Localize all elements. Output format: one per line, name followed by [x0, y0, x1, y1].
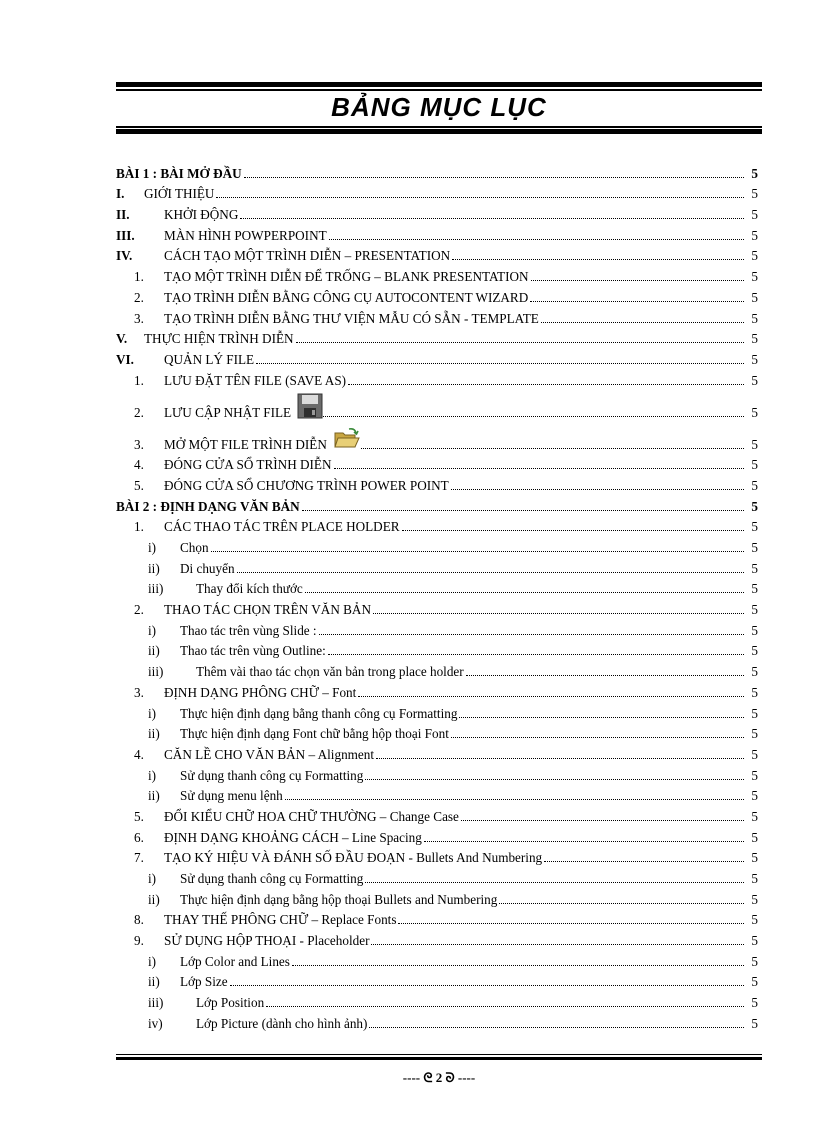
toc-entry-number: ii) [148, 726, 160, 742]
toc-entry[interactable] [116, 164, 762, 185]
toc-entry[interactable] [116, 787, 762, 808]
toc-entry[interactable] [116, 662, 762, 683]
toc-entry-number: i) [148, 767, 157, 783]
toc-entry-label: ĐÓNG CỬA SỔ TRÌNH DIỄN [164, 457, 332, 473]
toc-entry[interactable] [116, 226, 762, 247]
page-footer: ---- ᘓ 2 ᘐ ---- [402, 1070, 476, 1085]
toc-entry-page-number: 5 [751, 372, 758, 388]
toc-entry-page-number: 5 [751, 289, 758, 305]
toc-leader-dots [459, 717, 744, 718]
toc-entry-number: 1. [134, 519, 144, 535]
toc-entry-page-number: 5 [751, 850, 758, 866]
toc-entry[interactable] [116, 518, 762, 539]
toc-entry-page-number: 5 [751, 560, 758, 576]
toc-entry-label: Sử dụng thanh công cụ Formatting [180, 871, 364, 886]
toc-entry[interactable] [116, 424, 762, 456]
table-of-contents [116, 164, 762, 1035]
toc-leader-dots [323, 416, 744, 417]
toc-entry-label: THỰC HIỆN TRÌNH DIỄN [144, 331, 294, 347]
toc-leader-dots [319, 634, 744, 635]
toc-entry-page-number: 5 [751, 436, 758, 452]
toc-leader-dots [328, 654, 744, 655]
toc-entry-page-number: 5 [751, 310, 758, 326]
toc-entry[interactable] [116, 330, 762, 351]
toc-entry[interactable] [116, 828, 762, 849]
toc-entry-number: i) [148, 953, 157, 969]
toc-entry-page-number: 5 [751, 165, 758, 181]
toc-entry-number: 8. [134, 912, 144, 928]
toc-leader-dots [230, 985, 744, 986]
toc-entry[interactable] [116, 456, 762, 477]
toc-entry-label: Thực hiện định dạng bằng thanh công cụ Formatting [180, 705, 458, 721]
toc-entry[interactable] [116, 247, 762, 268]
toc-entry[interactable] [116, 559, 762, 580]
toc-entry[interactable] [116, 205, 762, 226]
toc-leader-dots [452, 259, 744, 260]
toc-entry-page-number: 5 [751, 269, 758, 285]
toc-entry[interactable] [116, 766, 762, 787]
toc-entry[interactable] [116, 642, 762, 663]
toc-entry-number: III. [116, 227, 135, 243]
toc-entry[interactable] [116, 371, 762, 392]
toc-entry-label: Thực hiện định dạng Font chữ bằng hộp thoại Font [180, 726, 449, 742]
toc-entry[interactable] [116, 1014, 762, 1035]
toc-leader-dots [365, 779, 744, 780]
toc-entry-page-number: 5 [751, 808, 758, 824]
toc-entry-number: 3. [134, 684, 144, 700]
toc-entry-page-number: 5 [751, 995, 758, 1011]
toc-entry[interactable] [116, 621, 762, 642]
toc-entry-page-number: 5 [751, 457, 758, 473]
toc-leader-dots [240, 218, 744, 219]
toc-entry-number: VI. [116, 351, 134, 367]
toc-entry-label: Lớp Position [196, 995, 265, 1011]
toc-leader-dots [371, 944, 744, 945]
toc-entry-number: V. [116, 331, 128, 347]
toc-entry-label: CÁCH TẠO MỘT TRÌNH DIỄN – PRESENTATION [164, 248, 451, 264]
open-folder-icon [333, 427, 361, 455]
toc-entry[interactable] [116, 350, 762, 371]
page-title: BẢNG MỤC LỤC [331, 92, 547, 122]
toc-entry-number: 3. [134, 310, 144, 326]
toc-leader-dots [499, 903, 744, 904]
toc-entry-label: Sử dụng thanh công cụ Formatting [180, 767, 364, 783]
toc-entry-page-number: 5 [751, 207, 758, 223]
header-rule-bottom-thin [116, 126, 762, 128]
toc-entry-number: ii) [148, 974, 160, 990]
toc-entry-label: MÀN HÌNH POWPERPOINT [164, 227, 327, 243]
toc-entry-label: TẠO TRÌNH DIỄN BẰNG THƯ VIỆN MẪU CÓ SẴN - TEMPLATE [164, 310, 539, 326]
toc-entry-label: Lớp Picture (dành cho hình ảnh) [196, 1015, 368, 1031]
toc-entry-label: ĐỊNH DẠNG KHOẢNG CÁCH – Line Spacing [164, 829, 422, 845]
toc-leader-dots [256, 363, 744, 364]
toc-leader-dots [358, 696, 744, 697]
toc-entry-page-number: 5 [751, 1015, 758, 1031]
toc-entry[interactable] [116, 185, 762, 206]
toc-entry[interactable] [116, 993, 762, 1014]
toc-entry-page-number: 5 [751, 540, 758, 555]
toc-entry-label: GIỚI THIỆU [144, 186, 215, 202]
toc-entry-page-number: 5 [751, 871, 758, 886]
toc-entry-number: iv) [148, 1015, 163, 1031]
toc-entry-label: KHỞI ĐỘNG [164, 207, 239, 223]
toc-entry-label: BÀI 2 : ĐỊNH DẠNG VĂN BẢN [116, 498, 300, 514]
toc-entry-number: ii) [148, 560, 160, 576]
toc-entry[interactable] [116, 309, 762, 330]
toc-entry-page-number: 5 [751, 767, 758, 783]
toc-entry-label: Thao tác trên vùng Outline: [180, 643, 326, 659]
toc-entry-page-number: 5 [751, 351, 758, 367]
toc-leader-dots [461, 820, 744, 821]
toc-entry-label: ĐỊNH DẠNG PHÔNG CHỮ – Font [164, 684, 357, 700]
toc-entry-label: Thay đổi kích thước [196, 581, 303, 597]
toc-entry-label: MỞ MỘT FILE TRÌNH DIỄN [164, 436, 327, 452]
toc-leader-dots [531, 280, 744, 281]
toc-leader-dots [365, 882, 744, 883]
toc-entry-page-number: 5 [751, 602, 758, 618]
toc-entry-label: CÁC THAO TÁC TRÊN PLACE HOLDER [164, 519, 400, 535]
toc-entry-page-number: 5 [751, 705, 758, 721]
toc-entry-number: iii) [148, 581, 164, 597]
toc-leader-dots [237, 572, 744, 573]
toc-entry-page-number: 5 [751, 519, 758, 535]
toc-entry-number: 1. [134, 269, 144, 285]
toc-entry-number: 4. [134, 746, 144, 762]
toc-entry-number: 2. [134, 404, 144, 420]
toc-entry-page-number: 5 [751, 933, 758, 949]
toc-entry-label: ĐỔI KIỂU CHỮ HOA CHỮ THƯỜNG – Change Case [164, 808, 459, 824]
header-rule-bottom-thick [116, 129, 762, 134]
toc-entry[interactable] [116, 392, 762, 424]
toc-leader-dots [373, 613, 744, 614]
toc-entry-page-number: 5 [751, 746, 758, 762]
toc-leader-dots [361, 448, 744, 449]
toc-leader-dots [292, 965, 744, 966]
toc-entry-page-number: 5 [751, 186, 758, 202]
toc-entry-page-number: 5 [751, 891, 758, 907]
toc-entry-number: i) [148, 540, 157, 555]
toc-leader-dots [348, 384, 744, 385]
toc-entry-label: THAY THẾ PHÔNG CHỮ – Replace Fonts [164, 912, 397, 928]
toc-entry-label: Lớp Size [180, 974, 228, 990]
toc-leader-dots [211, 551, 744, 552]
toc-entry-page-number: 5 [751, 974, 758, 990]
toc-entry-label: BÀI 1 : BÀI MỞ ĐẦU [116, 165, 242, 181]
toc-leader-dots [369, 1027, 744, 1028]
toc-leader-dots [541, 322, 744, 323]
toc-leader-dots [302, 510, 744, 511]
toc-leader-dots [376, 758, 744, 759]
toc-leader-dots [544, 861, 744, 862]
toc-entry-number: 2. [134, 602, 144, 618]
toc-entry-number: ii) [148, 891, 160, 907]
toc-entry-number: i) [148, 705, 157, 721]
toc-entry-label: Sử dụng menu lệnh [180, 788, 283, 804]
toc-entry-label: Thêm vài thao tác chọn văn bản trong place holder [196, 664, 464, 680]
toc-leader-dots [266, 1006, 744, 1007]
toc-entry-number: 4. [134, 457, 144, 473]
toc-entry-page-number: 5 [751, 684, 758, 700]
toc-leader-dots [530, 301, 744, 302]
toc-entry[interactable] [116, 497, 762, 518]
toc-entry-label: THAO TÁC CHỌN TRÊN VĂN BẢN [164, 602, 371, 618]
toc-entry-number: 6. [134, 829, 144, 845]
toc-entry-label: Chọn [180, 540, 209, 555]
toc-entry-number: iii) [148, 664, 164, 680]
toc-entry-page-number: 5 [751, 581, 758, 597]
header-rule-top-thick [116, 82, 762, 87]
toc-entry[interactable] [116, 807, 762, 828]
toc-entry-page-number: 5 [751, 788, 758, 804]
toc-entry-number: i) [148, 871, 157, 886]
toc-entry-page-number: 5 [751, 404, 758, 420]
toc-leader-dots [466, 675, 744, 676]
toc-entry-page-number: 5 [751, 331, 758, 347]
toc-entry-page-number: 5 [751, 477, 758, 493]
toc-entry[interactable] [116, 745, 762, 766]
toc-entry[interactable] [116, 683, 762, 704]
toc-entry-label: LƯU CẬP NHẬT FILE [164, 404, 292, 420]
toc-entry[interactable] [116, 973, 762, 994]
footer-rule-thin [116, 1054, 762, 1055]
toc-entry-page-number: 5 [751, 912, 758, 928]
toc-entry-label: Di chuyển [180, 560, 235, 576]
toc-entry[interactable] [116, 267, 762, 288]
toc-entry[interactable] [116, 600, 762, 621]
toc-entry-label: TẠO KÝ HIỆU VÀ ĐÁNH SỐ ĐẦU ĐOẠN - Bullets And Numbering [164, 850, 543, 866]
toc-entry[interactable] [116, 931, 762, 952]
toc-entry-page-number: 5 [751, 248, 758, 264]
toc-entry-label: TẠO TRÌNH DIỄN BẰNG CÔNG CỤ AUTOCONTENT WIZARD [164, 289, 529, 305]
toc-entry-label: Thực hiện định dạng bằng hộp thoại Bullets and Numbering [180, 891, 498, 907]
toc-entry-number: 7. [134, 850, 144, 866]
toc-entry-number: I. [116, 186, 125, 202]
toc-entry-number: 5. [134, 477, 144, 493]
toc-entry-page-number: 5 [751, 498, 758, 514]
toc-entry[interactable] [116, 911, 762, 932]
toc-entry-page-number: 5 [751, 953, 758, 969]
toc-leader-dots [424, 841, 744, 842]
toc-leader-dots [451, 737, 744, 738]
toc-entry[interactable] [116, 288, 762, 309]
toc-entry[interactable] [116, 952, 762, 973]
toc-entry-number: 3. [134, 436, 144, 452]
toc-entry-page-number: 5 [751, 622, 758, 638]
toc-entry[interactable] [116, 538, 762, 559]
toc-leader-dots [402, 530, 744, 531]
toc-leader-dots [305, 592, 744, 593]
toc-entry-label: Thao tác trên vùng Slide : [180, 622, 317, 638]
toc-leader-dots [451, 489, 744, 490]
toc-entry-label: LƯU ĐẶT TÊN FILE (SAVE AS) [164, 372, 347, 388]
toc-entry-label: ĐÓNG CỬA SỔ CHƯƠNG TRÌNH POWER POINT [164, 477, 449, 493]
footer-rule-thick [116, 1057, 762, 1060]
toc-leader-dots [398, 923, 744, 924]
toc-leader-dots [285, 799, 744, 800]
toc-entry-label: SỬ DỤNG HỘP THOẠI - Placeholder [164, 933, 370, 949]
toc-leader-dots [334, 468, 744, 469]
toc-entry-page-number: 5 [751, 643, 758, 659]
toc-entry[interactable] [116, 476, 762, 497]
toc-leader-dots [216, 197, 744, 198]
toc-entry[interactable] [116, 890, 762, 911]
toc-entry-number: 5. [134, 808, 144, 824]
header-rule-top-thin [116, 89, 762, 91]
toc-entry-number: II. [116, 207, 130, 223]
toc-entry-page-number: 5 [751, 726, 758, 742]
toc-entry-number: i) [148, 622, 157, 638]
toc-entry-number: IV. [116, 248, 133, 264]
toc-entry-number: ii) [148, 788, 160, 804]
toc-entry-page-number: 5 [751, 829, 758, 845]
toc-entry-number: 1. [134, 372, 144, 388]
toc-entry-number: ii) [148, 643, 160, 659]
toc-entry[interactable] [116, 725, 762, 746]
toc-entry[interactable] [116, 580, 762, 601]
toc-entry-label: TẠO MỘT TRÌNH DIỄN ĐỂ TRỐNG – BLANK PRESENTATION [164, 269, 529, 285]
toc-leader-dots [244, 177, 744, 178]
toc-entry[interactable] [116, 849, 762, 870]
toc-entry-number: 2. [134, 289, 144, 305]
toc-leader-dots [329, 239, 744, 240]
toc-entry-page-number: 5 [751, 227, 758, 243]
save-icon [297, 393, 323, 423]
toc-entry-label: CĂN LỀ CHO VĂN BẢN – Alignment [164, 746, 375, 762]
toc-entry-number: 9. [134, 933, 144, 949]
toc-entry[interactable] [116, 869, 762, 890]
toc-entry[interactable] [116, 704, 762, 725]
toc-entry-number: iii) [148, 995, 164, 1011]
toc-entry-page-number: 5 [751, 664, 758, 680]
toc-entry-label: Lớp Color and Lines [180, 953, 290, 969]
toc-entry-label: QUẢN LÝ FILE [164, 351, 255, 367]
toc-leader-dots [296, 342, 744, 343]
